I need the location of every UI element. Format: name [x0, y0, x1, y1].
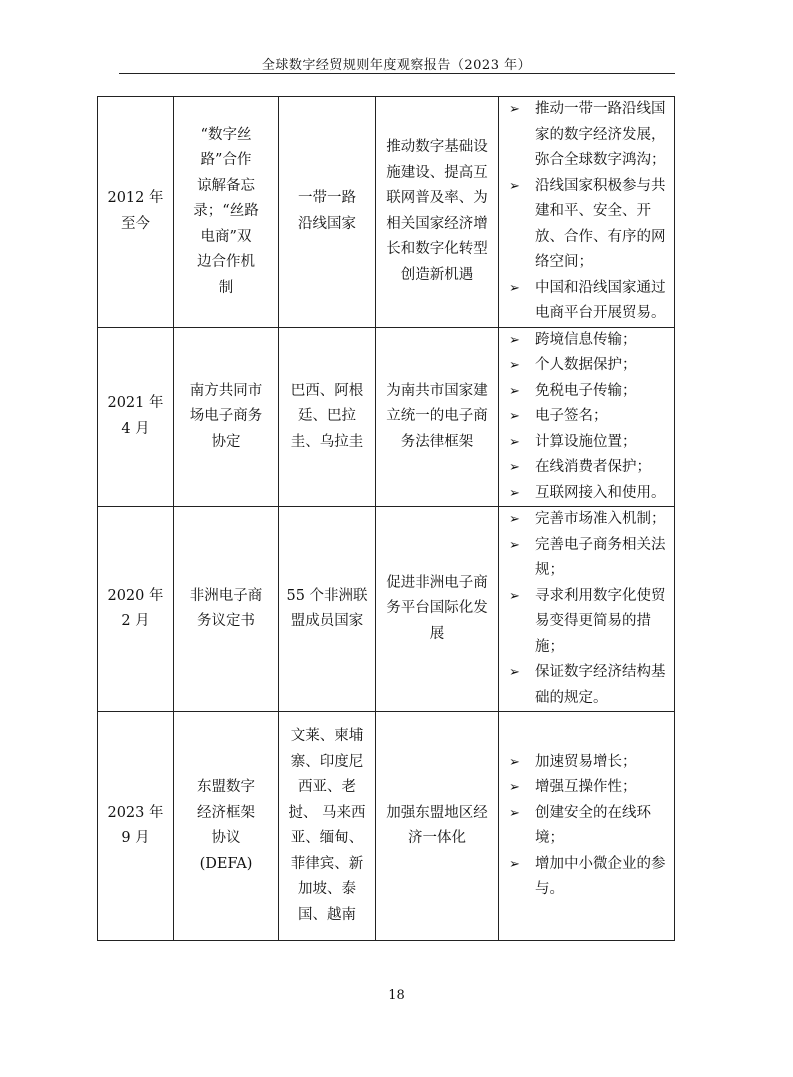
date-cell: 2023 年 9 月	[98, 712, 174, 941]
arrow-bullet-icon: ➢	[509, 856, 520, 872]
table-row	[98, 712, 675, 941]
list-item: ➢ 在线消费者保护；	[505, 455, 668, 481]
list-item: ➢ 互联网接入和使用。	[505, 481, 668, 507]
list-item: ➢ 沿线国家积极参与共建和平、安全、开放、合作、有序的网络空间；	[505, 174, 668, 276]
list-item: ➢ 跨境信息传输；	[505, 328, 668, 354]
list-item: ➢ 免税电子传输；	[505, 379, 668, 405]
parties-cell: 一带一路 沿线国家	[279, 97, 376, 328]
content-cell	[499, 507, 675, 712]
report-header-title: 全球数字经贸规则年度观察报告（2023 年）	[261, 58, 532, 73]
arrow-bullet-icon: ➢	[509, 754, 520, 770]
arrow-bullet-icon: ➢	[509, 588, 520, 604]
list-item: ➢ 推动一带一路沿线国家的数字经济发展，弥合全球数字鸿沟；	[505, 97, 668, 174]
list-item: ➢ 计算设施位置；	[505, 430, 668, 456]
content-list	[505, 750, 668, 903]
list-item: ➢ 完善电子商务相关法规；	[505, 533, 668, 584]
content-list	[505, 328, 668, 507]
list-item: ➢ 增加中小微企业的参与。	[505, 852, 668, 903]
header-divider	[119, 73, 675, 74]
arrow-bullet-icon: ➢	[509, 280, 520, 296]
content-list	[505, 507, 668, 711]
content-cell	[499, 97, 675, 328]
arrow-bullet-icon: ➢	[509, 358, 520, 373]
page-number: 18	[388, 988, 405, 1003]
list-item: ➢ 电子签名；	[505, 404, 668, 430]
list-item: ➢ 创建安全的在线环境；	[505, 801, 668, 852]
arrow-bullet-icon: ➢	[509, 537, 520, 553]
list-item: ➢ 加速贸易增长；	[505, 750, 668, 776]
date-cell: 2020 年 2 月	[98, 507, 174, 712]
arrow-bullet-icon: ➢	[509, 780, 520, 795]
list-item: ➢ 增强互操作性；	[505, 775, 668, 801]
goal-cell: 促进非洲电子商务平台国际化发展	[376, 507, 499, 712]
content-cell	[499, 327, 675, 507]
arrow-bullet-icon: ➢	[509, 485, 520, 501]
arrow-bullet-icon: ➢	[509, 460, 520, 475]
list-item: ➢ 完善市场准入机制；	[505, 507, 668, 533]
list-item: ➢ 保证数字经济结构基础的规定。	[505, 660, 668, 711]
list-item: ➢ 个人数据保护；	[505, 353, 668, 379]
goal-cell: 推动数字基础设施建设、提高互联网普及率、为相关国家经济增长和数字化转型创造新机遇	[376, 97, 499, 328]
parties-cell: 文莱、柬埔寨、印度尼西亚、老挝、 马来西亚、缅甸、菲律宾、新加坡、泰国、越南	[279, 712, 376, 941]
goal-cell: 为南共市国家建立统一的电子商务法律框架	[376, 327, 499, 507]
content-list	[505, 97, 668, 327]
agreement-name-cell: 东盟数字 经济框架 协议 (DEFA)	[174, 712, 279, 941]
date-cell: 2021 年 4 月	[98, 327, 174, 507]
goal-cell: 加强东盟地区经济一体化	[376, 712, 499, 941]
arrow-bullet-icon: ➢	[509, 178, 520, 194]
table-row	[98, 507, 675, 712]
agreement-name-cell: 非洲电子商务议定书	[174, 507, 279, 712]
agreement-name-cell: 南方共同市场电子商务协定	[174, 327, 279, 507]
arrow-bullet-icon: ➢	[509, 434, 520, 450]
table-row	[98, 327, 675, 507]
parties-cell: 55 个非洲联盟成员国家	[279, 507, 376, 712]
arrow-bullet-icon: ➢	[509, 409, 520, 424]
arrow-bullet-icon: ➢	[509, 332, 520, 348]
arrow-bullet-icon: ➢	[509, 383, 520, 399]
table-row	[98, 97, 675, 328]
agreement-name-cell: “数字丝 路”合作 谅解备忘 录；“丝路 电商”双 边合作机 制	[174, 97, 279, 328]
agreements-table	[97, 96, 675, 941]
parties-cell: 巴西、阿根廷、巴拉圭、乌拉圭	[279, 327, 376, 507]
arrow-bullet-icon: ➢	[509, 102, 520, 117]
date-cell: 2012 年 至今	[98, 97, 174, 328]
list-item: ➢ 寻求利用数字化使贸易变得更简易的措施；	[505, 584, 668, 661]
list-item: ➢ 中国和沿线国家通过电商平台开展贸易。	[505, 276, 668, 327]
content-cell	[499, 712, 675, 941]
arrow-bullet-icon: ➢	[509, 665, 520, 680]
arrow-bullet-icon: ➢	[509, 805, 520, 821]
arrow-bullet-icon: ➢	[509, 512, 520, 527]
